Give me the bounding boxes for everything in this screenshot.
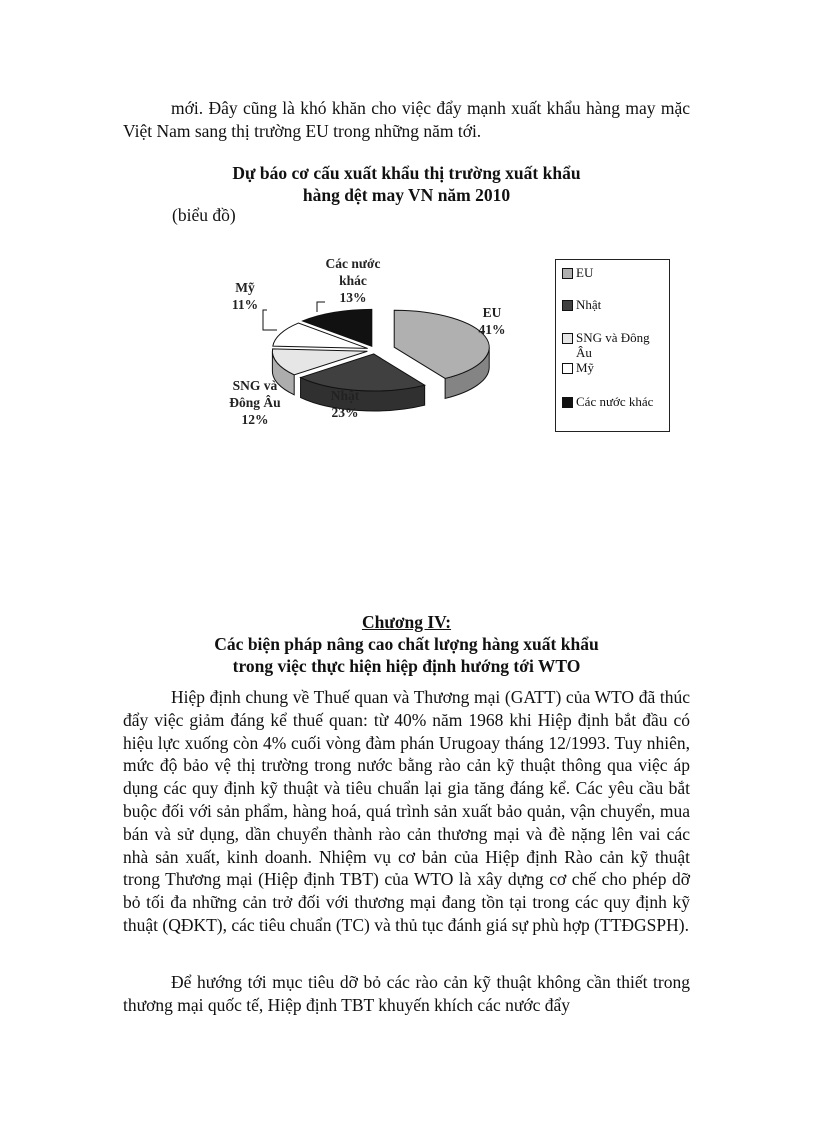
- chart-title-line-2: hàng dệt may VN năm 2010: [302, 185, 511, 205]
- chart-legend: [555, 259, 670, 432]
- chart-title-line-1: Dự báo cơ cấu xuất khẩu thị trường xuất khẩu: [232, 163, 581, 183]
- legend-swatch: [562, 333, 573, 344]
- chart-title: [123, 162, 690, 206]
- slice-label-sng-va-dong-au: SNG và Đông Âu 12%: [229, 378, 281, 427]
- legend-label: Nhật: [576, 297, 602, 312]
- legend-label: Mỹ: [576, 360, 595, 375]
- body-paragraph-1: Hiệp định chung về Thuế quan và Thương mại (GATT) của WTO đã thúc đẩy việc giảm đáng kể thuế quan: từ 40% năm 1968 khi Hiệp định bắt đầu có hiệu lực xuống còn 4% cuối vòng đàm phán Urugoay tháng 12/1993. Tuy nhiên, mức độ bảo vệ thị trường trong nước bằng rào cản kỹ thuật thông qua việc áp dụng các quy định kỹ thuật và tiêu chuẩn lại gia tăng đáng kể. Các yêu cầu bắt buộc đối với sản phẩm, hàng hoá, quá trình sản xuất bảo quản, vận chuyển, mua bán và sử dụng, dần chuyển thành rào cản thương mại và đè nặng lên vai các nhà sản xuất, kinh doanh. Nhiệm vụ cơ bản của Hiệp định Rào cản kỹ thuật trong Thương mại (Hiệp định TBT) của WTO là xây dựng cơ chế cho phép dỡ bỏ tối đa những cản trở đối với thương mại đang tồn tại trong các quy định kỹ thuật (QĐKT), các tiêu chuẩn (TC) và thủ tục đánh giá sự phù hợp (TTĐGSPH).: [123, 687, 690, 935]
- slice-label-cac-nuoc-khac: Các nước khác 13%: [325, 256, 381, 305]
- chapter-heading: Chương IV:: [361, 612, 452, 632]
- legend-label: SNG và Đông Âu: [576, 330, 650, 360]
- chapter-title-line-1: Các biện pháp nâng cao chất lượng hàng xuất khẩu: [214, 634, 599, 654]
- body-paragraph-2: Để hướng tới mục tiêu dỡ bỏ các rào cản kỹ thuật không cần thiết trong thương mại quốc tế, Hiệp định TBT khuyến khích các nước đẩy: [123, 972, 690, 1015]
- pie-chart: [205, 250, 525, 440]
- intro-paragraph: mới. Đây cũng là khó khăn cho việc đẩy mạnh xuất khẩu hàng may mặc Việt Nam sang thị trường EU trong những năm tới.: [123, 98, 690, 141]
- chapter-title: [123, 611, 690, 677]
- legend-swatch: [562, 363, 573, 374]
- legend-item-eu: [562, 265, 666, 280]
- legend-label: Các nước khác: [576, 394, 654, 409]
- legend-label: EU: [576, 265, 594, 280]
- legend-swatch: [562, 300, 573, 311]
- legend-swatch: [562, 397, 573, 408]
- legend-item-sng-va-dong-au: [562, 330, 666, 360]
- slice-label-nhat: Nhật 23%: [330, 388, 360, 420]
- slice-label-eu: EU 41%: [478, 305, 506, 337]
- legend-swatch: [562, 268, 573, 279]
- legend-item-cac-nuoc-khac: [562, 394, 666, 409]
- legend-item-my: [562, 360, 666, 375]
- legend-item-nhat: [562, 297, 666, 312]
- chart-note: (biểu đồ): [172, 205, 236, 225]
- slice-label-my: Mỹ 11%: [231, 280, 259, 312]
- chapter-title-line-2: trong việc thực hiện hiệp định hướng tới WTO: [232, 656, 581, 676]
